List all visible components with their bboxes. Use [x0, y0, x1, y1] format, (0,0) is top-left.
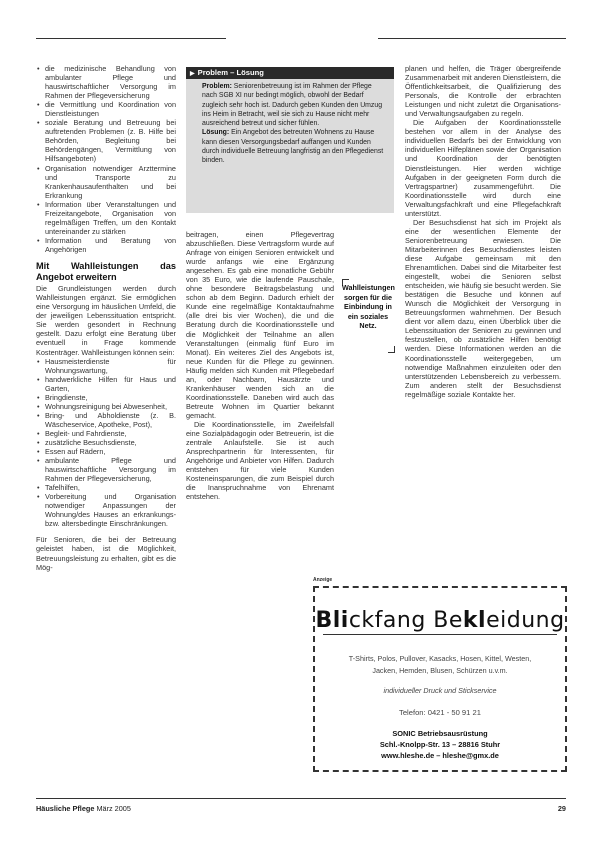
- quote-corner: [388, 346, 395, 353]
- list-item: • Essen auf Rädern,: [36, 447, 176, 456]
- left-column: [36, 64, 176, 572]
- ad-address: Schl.-Knolpp-Str. 13 – 28816 Stuhr: [379, 740, 501, 749]
- list-item: • die Vermittlung und Koordination von Dienstleistungen: [36, 100, 176, 118]
- solution-text: Ein Angebot des betreuten Wohnens zu Hause kann diesen Versorgungsbedarf auffangen und Kunden durch individuelle Betreuung langfristig an den Pflegedienst binden.: [202, 129, 384, 165]
- list-item: • Hausmeisterdienste für Wohnungswartung,: [36, 357, 176, 375]
- list-item: • soziale Beratung und Betreuung bei auftretenden Problemen (z. B. Hilfe bei Behörden, Begleitung bei Behördengängen, Vermittlung von Hilfsangeboten): [36, 118, 176, 163]
- problem-text: Seniorenbetreuung ist im Rahmen der Pflege nach SGB XI nur bedingt möglich, obwohl der Bedarf zugleich sehr hoch ist. Dadurch geben Kunden den Umzug ins Heim in Betracht, weil sie sich zu Hause nicht mehr ausreichend betreut und sicher fühlen.: [202, 83, 383, 128]
- triangle-icon: ▶: [190, 71, 195, 77]
- ad-web: www.hleshe.de – hleshe@gmx.de: [381, 751, 499, 760]
- box-body: [186, 79, 394, 166]
- footer-rule: [36, 798, 566, 799]
- list-item: • Information und Beratung von Angehörigen: [36, 236, 176, 254]
- ad-products-line: T-Shirts, Polos, Pullover, Kasacks, Hosen, Kittel, Westen,: [348, 654, 532, 663]
- body-paragraph: Der Besuchsdienst hat sich im Projekt als eine der wesentlichen Elemente der Seniorenbetreuung erwiesen. Die Mitarbeiterinnen des Besuchsdienstes leisten diese Aufgabe gemeinsam mit den Ehrenamtlichen. Dabei sind die Mitarbeiter fest eingestellt, wobei die Senioren selbst entscheiden, wie häufig sie besucht werden. Sie bestätigen die Besuche und können auf Wunsch die Möglichkeit der Versorgung in Betreuungsformen wahrnehmen. Der Besuch dient vor allem dazu, einen Überblick über die Lebenssituation der Senioren zu gewinnen und festzustellen, ob zusätzliche Hilfen benötigt werden. Diese Informationen werden an die Koordinationsstelle weitergegeben, um notwendige Maßnahmen einzuleiten oder den unterstützenden Lebensbereich zu verbessern. Zum anderen stellt der Besuchsdienst regelmäßige soziale Kontakte her.: [405, 217, 561, 399]
- middle-column: [186, 230, 334, 501]
- list-item: • ambulante Pflege und hauswirtschaftliche Versorgung im Rahmen der Pflegeversicherung,: [36, 456, 176, 483]
- list-item: • die medizinische Behandlung von ambulanter Pflege und hauswirtschaftlicher Versorgung im Rahmen der Pflegeversicherung: [36, 64, 176, 100]
- footer-magazine: Häusliche Pflege März 2005: [36, 804, 131, 813]
- ad-service-line: individueller Druck und Stickservice: [383, 686, 497, 695]
- optional-services-list: [36, 357, 176, 529]
- list-item: • Information über Veranstaltungen und Freizeitangebote, Organisation von regelmäßigen Treffen, um den Kontakt untereinander zu stärken: [36, 200, 176, 236]
- solution-label: Lösung:: [202, 129, 230, 137]
- right-column: [405, 64, 561, 399]
- page-number: 29: [557, 804, 566, 813]
- pull-quote: Wahlleistungen sorgen für die Einbindung in ein soziales Netz.: [342, 283, 395, 331]
- ad-logo: Blickfang Bekleidung: [315, 608, 565, 633]
- ad-company: SONIC Betriebsausrüstung: [392, 729, 488, 738]
- list-item: • handwerkliche Hilfen für Haus und Garten,: [36, 375, 176, 393]
- body-paragraph: Die Aufgaben der Koordinationsstelle bestehen vor allem in der Analyse des individuellen Bedarfs bei der Entwicklung von individuellen Hilfeplänen sowie der Organisation und Koordination der benötigten Dienstleistungen. Hier werden wichtige Aufgaben in der geeigneten Form durch die Vertragspartner) zusammengeführt. Die Koordinationsstelle wird durch eine Verwaltungsfachkraft und eine Pflegefachkraft unterstützt.: [405, 118, 561, 218]
- body-paragraph: Die Koordinationsstelle, im Zweifelsfall eine Sozialpädagogin oder Betreuerin, ist die zentrale Anlaufstelle. Sie ist auch Ansprechpartnerin für Interessenten, für Angehörige und Anbieter von Hilfen. Dadurch entstehen für viele Kunden Kosteneinsparungen, die zum Beispiel durch die Inanspruchnahme von Ehrenamt entstehen.: [186, 419, 334, 502]
- section-heading: Mit Wahlleistungen das Angebot erweitern: [36, 260, 176, 282]
- box-title: ▶ Problem – Lösung: [186, 67, 394, 79]
- ad-label: Anzeige: [313, 577, 333, 583]
- ad-divider: [323, 634, 557, 635]
- body-paragraph: Die Grundleistungen werden durch Wahlleistungen ergänzt. Sie ermöglichen eine Versorgung im häuslichen Umfeld, die der jeweiligen Lebenssituation entspricht. Sie werden gesondert in Rechnung gestellt. Dazu erfolgt eine Beratung über eventuell in Frage kommende Kostenträger. Wahlleistungen können sein:: [36, 284, 176, 357]
- body-paragraph: Für Senioren, die bei der Betreuung geleistet haben, ist die Möglichkeit, Betreuungsleistung zu erhalten, gibt es die Mög-: [36, 535, 176, 572]
- body-paragraph: beitragen, einen Pflegevertrag abzuschließen. Diese Vertragsform wurde auf Anfrage von einigen Senioren entwickelt und wurde anfangs wie eine Ergänzung angesehen. Es gab eine monatliche Gebühr von 35 Euro, wie die laufende Pauschale, ohne besondere Beitragsbelastung und schon ab dem Beginn. Dadurch erhielt der Kunde eine regelmäßige Kontaktaufnahme (alle drei bis vier Wochen), die und die Beratung durch die Koordinationsstelle und die Möglichkeit der Teilnahme an allen Veranstaltungen (einmalig fünf Euro im Monat). Ein weiteres Ziel des Angebots ist, neue Kunden für die Pflege zu gewinnen. Häufig melden sich Kunden mit Pflegebedarf an, oder Nachbarn, Hausärzte und Krankenhäuser wenden sich an die Koordinationsstelle. Daneben wird auch das Betreute Wohnen im Quartier bekannt gemacht.: [186, 230, 334, 420]
- problem-label: Problem:: [202, 83, 232, 90]
- advertisement: [313, 586, 567, 772]
- ad-phone: Telefon: 0421 - 50 91 21: [399, 708, 481, 717]
- list-item: • Bringdienste,: [36, 393, 176, 402]
- list-item: • Tafelhilfen,: [36, 483, 176, 492]
- ad-products-line: Jacken, Hemden, Blusen, Schürzen u.v.m.: [372, 666, 508, 675]
- list-item: • zusätzliche Besuchsdienste,: [36, 438, 176, 447]
- list-item: • Wohnungsreinigung bei Abwesenheit,: [36, 402, 176, 411]
- list-item: • Organisation notwendiger Arzttermine und Transporte zu Krankenhausaufenthalten und bei Erkrankung: [36, 164, 176, 200]
- list-item: • Vorbereitung und Organisation notwendiger Anpassungen der Wohnung/des Hauses an erkrankungs- bzw. altersbedingte Einschränkungen.: [36, 492, 176, 528]
- problem-solution-box: [186, 67, 394, 213]
- service-list: [36, 64, 176, 254]
- top-rule-right: [378, 38, 566, 39]
- list-item: • Bring- und Abholdienste (z. B. Wäscheservice, Apotheke, Post),: [36, 411, 176, 429]
- list-item: • Begleit- und Fahrdienste,: [36, 429, 176, 438]
- top-rule-left: [36, 38, 226, 39]
- body-paragraph: planen und helfen, die Träger übergreifende Zusammenarbeit mit anderen Dienstleistern, die Öffentlichkeitsarbeit, die Qualifizierung des Personals, die Kontrolle der erbrachten Leistungen und nicht zuletzt die Organisations- und Verwaltungsaufgaben zu regeln.: [405, 64, 561, 119]
